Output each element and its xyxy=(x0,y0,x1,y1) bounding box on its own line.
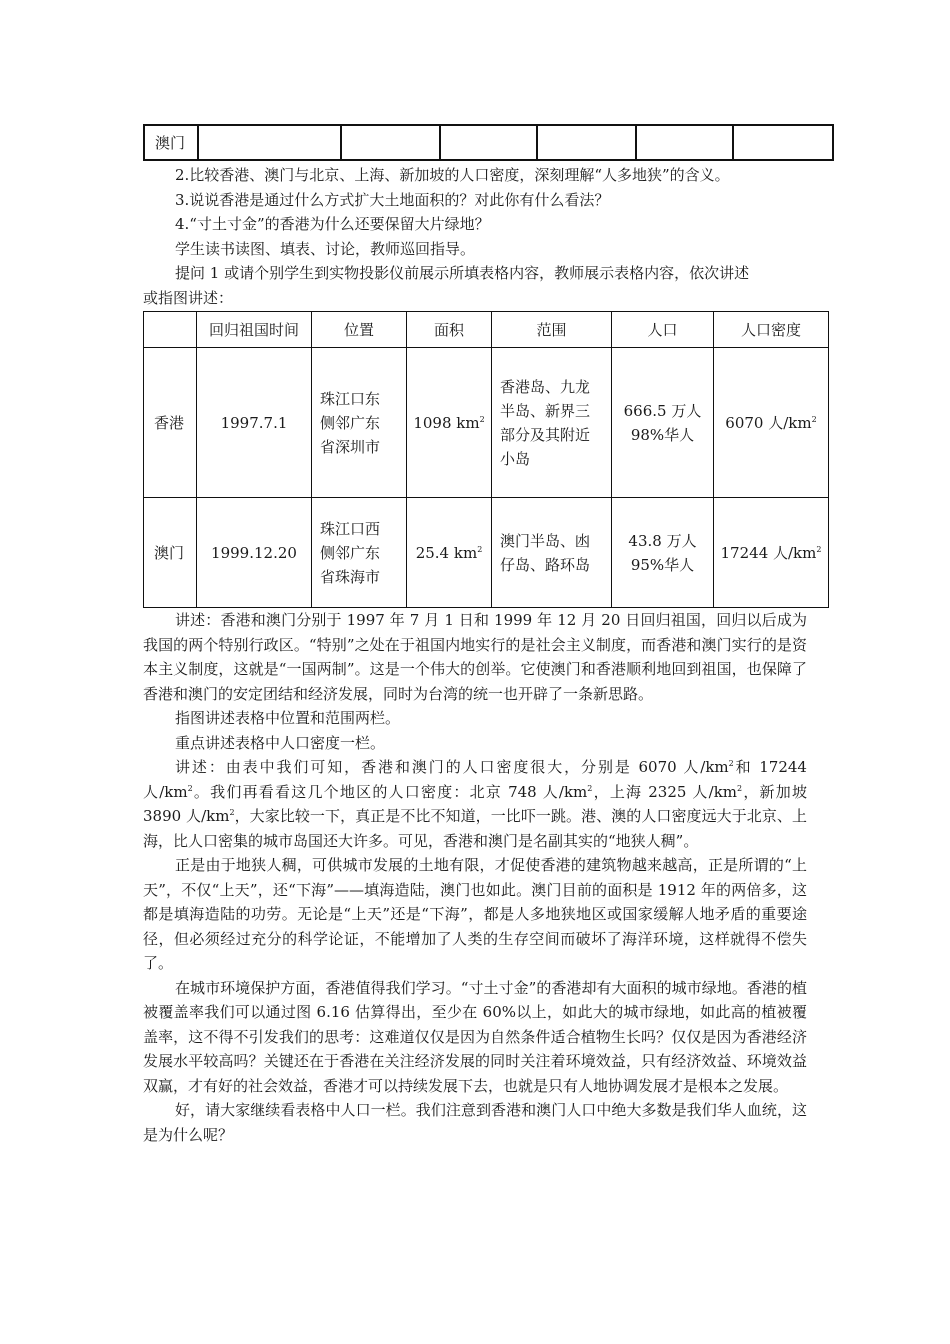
density-value: 6070 人/km xyxy=(725,413,812,432)
header-cell-population: 人口 xyxy=(612,312,714,348)
region-name: 澳门 xyxy=(144,498,197,608)
header-cell-blank xyxy=(144,312,197,348)
text-span: ，新加坡 3890 人/km xyxy=(143,782,807,825)
question-3: 3.说说香港是通过什么方式扩大土地面积的？对此你有什么看法？ xyxy=(175,190,610,209)
area-value: 25.4 km xyxy=(415,543,478,562)
row-label: 澳门 xyxy=(144,125,198,160)
area-value: 1098 km xyxy=(413,413,480,432)
header-cell-area: 面积 xyxy=(407,312,492,348)
paragraph-1: 讲述：香港和澳门分别于 1997 年 7 月 1 日和 1999 年 12 月 20 日回归祖国，回归以后成为我国的两个特别行政区。“特别”之处在于祖国内地实行的是社会主义制度，而香港和澳门实行的是资本主义制度，这就是“一国两制”。这是一个伟大的创举。它使澳门和香港顺利地回到祖国，也保障了香港和澳门的安定团结和经济发展，同时为台湾的统一也开辟了一条新思路。 xyxy=(143,611,807,703)
table-cell xyxy=(440,125,537,160)
table-cell xyxy=(537,125,636,160)
range-line: 仔岛、路环岛 xyxy=(500,555,591,574)
location-cell xyxy=(312,348,407,498)
location-line: 侧邻广东 xyxy=(320,543,381,562)
header-cell-range: 范围 xyxy=(492,312,612,348)
population-line: 43.8 万人 xyxy=(628,531,697,550)
superscript: 2 xyxy=(737,783,743,793)
density-cell xyxy=(714,348,829,498)
text-span: 。我们再看看这几个地区的人口密度：北京 748 人/km xyxy=(192,782,588,801)
paragraph-7: 好，请大家继续看表格中人口一栏。我们注意到香港和澳门人口中绝大多数是我们华人血统，这是为什么呢？ xyxy=(143,1101,807,1144)
range-line: 小岛 xyxy=(500,449,531,468)
population-cell xyxy=(612,498,714,608)
text-span: 和 17244 人/km xyxy=(143,758,807,801)
region-name: 香港 xyxy=(144,348,197,498)
body-text xyxy=(143,608,807,1147)
superscript: 2 xyxy=(816,544,822,554)
intro-line-2: 或指图讲述： xyxy=(143,288,234,307)
superscript: 2 xyxy=(811,414,817,424)
range-line: 部分及其附近 xyxy=(500,425,591,444)
question-4: 4.“寸土寸金”的香港为什么还要保留大片绿地？ xyxy=(175,215,490,233)
table-header-row xyxy=(144,312,829,348)
superscript: 2 xyxy=(229,808,235,817)
hk-macau-table xyxy=(143,311,829,608)
density-cell xyxy=(714,498,829,608)
paragraph-5: 正是由于地狭人稠，可供城市发展的土地有限，才促使香港的建筑物越来越高，正是所谓的“上天”，不仅“上天”，还“下海”——填海造陆，澳门也如此。澳门目前的面积是 1912 年的两倍多，这都是填海造陆的功劳。无论是“上天”还是“下海”，都是人多地狭地区或国家缓解人地矛盾的重要途径，但必须经过充分的科学论证，不能增加了人类的生存空间而破坏了海洋环境，这样就得不偿失了。 xyxy=(143,856,807,972)
paragraph-2: 指图讲述表格中位置和范围两栏。 xyxy=(175,709,401,727)
header-cell-density: 人口密度 xyxy=(714,312,829,348)
table-row-macau xyxy=(144,498,829,608)
questions-block xyxy=(143,163,807,310)
range-cell xyxy=(492,348,612,498)
location-line: 珠江口东 xyxy=(320,389,381,408)
question-2: 2.比较香港、澳门与北京、上海、新加坡的人口密度，深刻理解“人多地狭”的含义。 xyxy=(175,166,730,184)
paragraph-6: 在城市环境保护方面，香港值得我们学习。“寸土寸金”的香港却有大面积的城市绿地。香港的植被覆盖率我们可以通过图 6.16 估算得出，至少在 60%以上，如此大的城市绿地，如此高的植被覆盖率，这不得不引发我们的思考：这难道仅仅是因为自然条件适合植物生长吗？仅仅是因为香港经济发展水平较高吗？关键还在于香港在关注经济发展的同时关注着环境效益，只有经济效益、环境效益双赢，才有好的社会效益，香港才可以持续发展下去，也就是只有人地协调发展才是根本之发展。 xyxy=(143,978,807,1095)
text-span: ，上海 2325 人/km xyxy=(592,782,738,801)
table-row-hongkong xyxy=(144,348,829,498)
text-span: 讲述：由表中我们可知，香港和澳门的人口密度很大，分别是 6070 人/km xyxy=(175,758,729,776)
location-line: 珠江口西 xyxy=(320,519,381,538)
range-line: 澳门半岛、凼 xyxy=(500,531,591,550)
superscript: 2 xyxy=(587,783,593,793)
superscript: 2 xyxy=(187,783,193,793)
table-cell xyxy=(636,125,733,160)
return-date: 1999.12.20 xyxy=(197,498,312,608)
table-cell xyxy=(733,125,833,160)
text-span: ，大家比较一下，真正是不比不知道，一比吓一跳。港、澳的人口密度远大于北京、上海，比人口密集的城市岛国还大许多。可见，香港和澳门是名副其实的“地狭人稠”。 xyxy=(143,807,808,850)
table-cell xyxy=(198,125,341,160)
population-line: 95%华人 xyxy=(630,555,695,574)
range-line: 半岛、新界三 xyxy=(500,401,591,420)
paragraph-4 xyxy=(143,755,807,853)
paragraph-3: 重点讲述表格中人口密度一栏。 xyxy=(175,733,386,752)
superscript: 2 xyxy=(728,759,734,768)
superscript: 2 xyxy=(477,544,483,554)
header-cell-location: 位置 xyxy=(312,312,407,348)
top-partial-table xyxy=(143,124,834,161)
return-date: 1997.7.1 xyxy=(197,348,312,498)
population-cell xyxy=(612,348,714,498)
location-line: 省珠海市 xyxy=(320,567,381,586)
table-row xyxy=(144,125,833,160)
location-line: 省深圳市 xyxy=(320,437,381,456)
superscript: 2 xyxy=(479,414,485,424)
population-line: 98%华人 xyxy=(630,425,695,444)
activity-text: 学生读书读图、填表、讨论，教师巡回指导。 xyxy=(175,239,476,258)
intro-line-1: 提问 1 或请个别学生到实物投影仪前展示所填表格内容，教师展示表格内容，依次讲述 xyxy=(175,264,750,282)
header-cell-date: 回归祖国时间 xyxy=(197,312,312,348)
range-line: 香港岛、九龙 xyxy=(500,377,591,396)
location-line: 侧邻广东 xyxy=(320,413,381,432)
range-cell xyxy=(492,498,612,608)
location-cell xyxy=(312,498,407,608)
population-line: 666.5 万人 xyxy=(623,401,702,420)
area-cell xyxy=(407,348,492,498)
area-cell xyxy=(407,498,492,608)
table-cell xyxy=(341,125,440,160)
density-value: 17244 人/km xyxy=(720,543,817,562)
